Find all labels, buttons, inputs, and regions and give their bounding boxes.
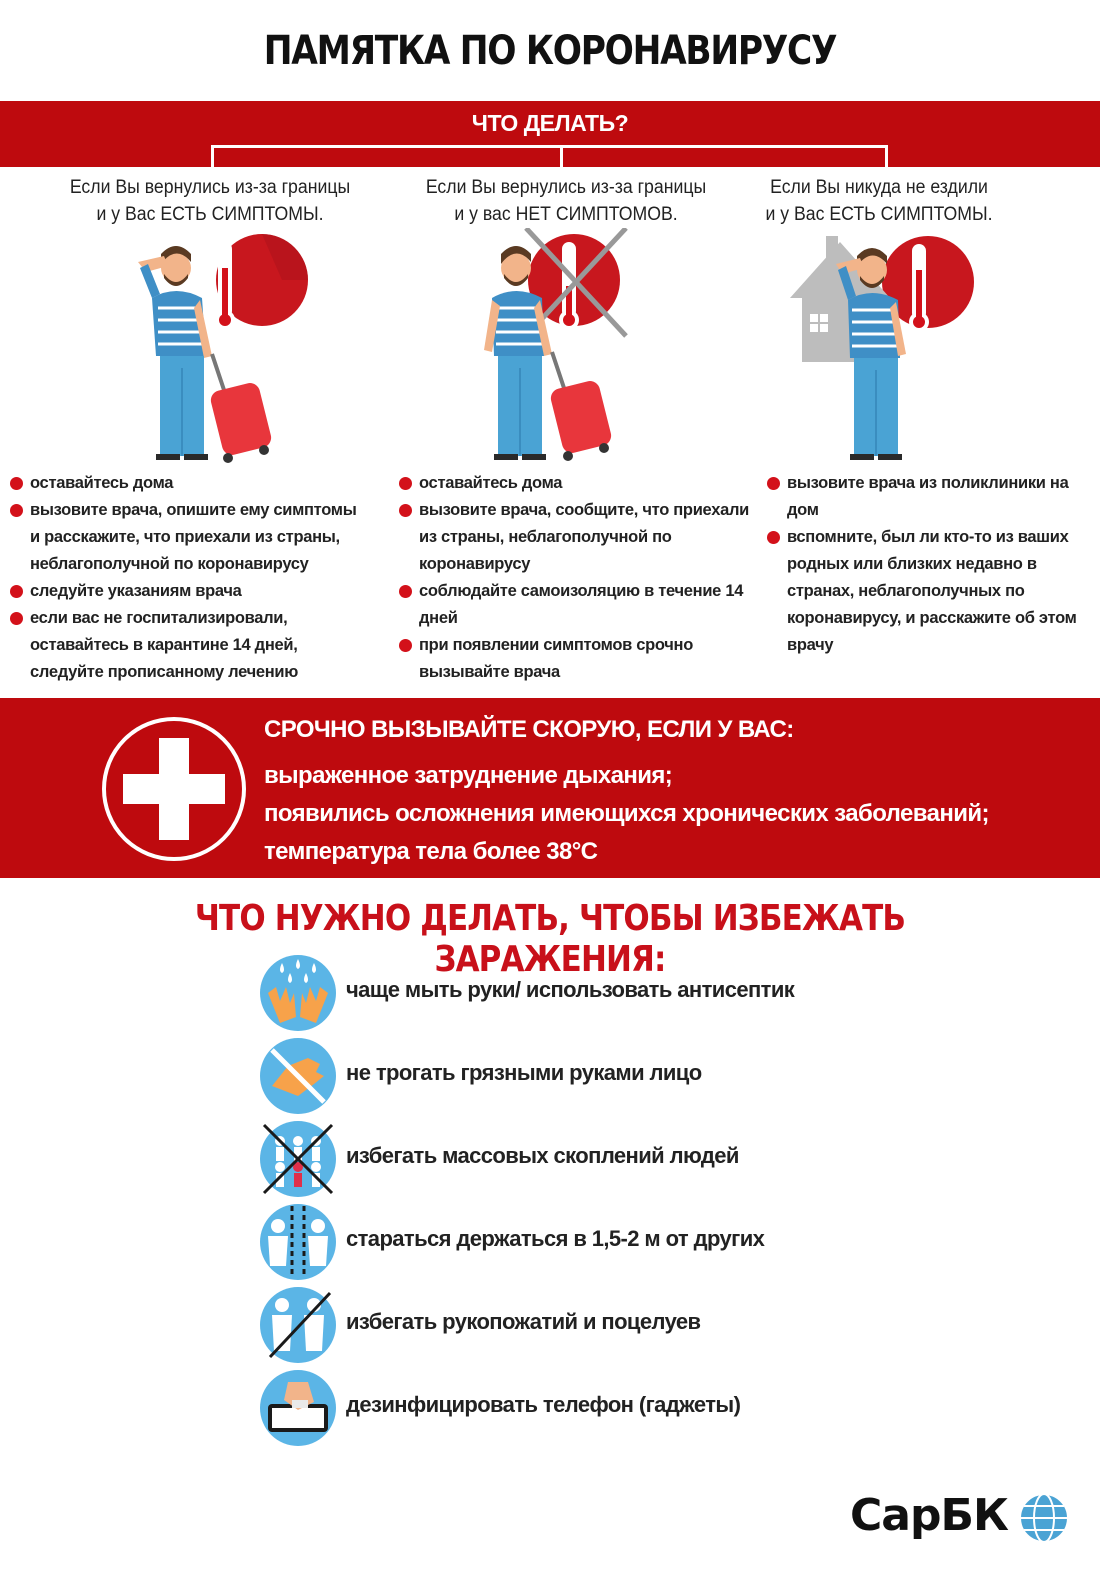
list-item: вызовите врача, сообщите, что приехали из страны, неблагополучной по коронавирусу <box>399 497 749 578</box>
case-1-instructions <box>10 470 370 686</box>
man-with-suitcase-no-fever-icon <box>448 228 688 464</box>
prevention-item <box>258 1202 978 1282</box>
no-face-touch-icon <box>258 1036 338 1116</box>
list-item: температура тела более 38°С <box>264 838 598 865</box>
wash-hands-icon <box>258 953 338 1033</box>
list-item: вызовите врача из поликлиники на дом <box>767 470 1087 524</box>
list-item: если вас не госпитализировали, оставайтесь в карантине 14 дней, следуйте прописанному лечению <box>10 605 370 686</box>
case-1-heading-line1: Если Вы вернулись из-за границы <box>69 177 351 198</box>
prevention-item <box>258 953 978 1033</box>
prevention-text: избегать массовых скоплений людей <box>346 1143 739 1168</box>
list-item: вызовите врача, опишите ему симптомы и расскажите, что приехали из страны, неблагополучной по коронавирусу <box>10 497 370 578</box>
list-item: выраженное затруднение дыхания; <box>264 762 673 789</box>
prevention-item <box>258 1119 978 1199</box>
globe-icon <box>1018 1492 1070 1544</box>
case-2-instructions <box>399 470 749 686</box>
man-with-suitcase-fever-icon <box>112 228 352 464</box>
list-item: вспомните, был ли кто-то из ваших родных или близких недавно в странах, неблагополучных по коронавирусу, и расскажите об этом врачу <box>767 524 1087 659</box>
bracket-connector <box>211 145 563 167</box>
prevention-text: избегать рукопожатий и поцелуев <box>346 1309 701 1334</box>
case-3-heading-line1: Если Вы никуда не ездили <box>770 177 988 198</box>
no-crowds-icon <box>258 1119 338 1199</box>
sarbk-logo <box>850 1490 1070 1550</box>
no-handshake-icon <box>258 1285 338 1365</box>
what-to-do-heading: ЧТО ДЕЛАТЬ? <box>471 110 629 136</box>
case-2-heading <box>399 174 734 228</box>
list-item: оставайтесь дома <box>10 470 370 497</box>
urgent-heading: СРОЧНО ВЫЗЫВАЙТЕ СКОРУЮ, ЕСЛИ У ВАС: <box>264 716 794 743</box>
prevention-text: чаще мыть руки/ использовать антисептик <box>346 977 795 1002</box>
list-item: при появлении симптомов срочно вызывайте врача <box>399 632 749 686</box>
list-item: соблюдайте самоизоляцию в течение 14 дней <box>399 578 749 632</box>
disinfect-phone-icon <box>258 1368 338 1448</box>
bracket-connector <box>560 145 888 167</box>
case-2-heading-line1: Если Вы вернулись из-за границы <box>425 177 707 198</box>
prevention-item <box>258 1036 978 1116</box>
prevention-item <box>258 1285 978 1365</box>
urgent-list <box>264 757 989 871</box>
case-2-heading-line2: и у вас НЕТ СИМПТОМОВ. <box>454 204 678 225</box>
medical-cross-icon <box>101 716 247 862</box>
case-3-heading <box>712 174 1047 228</box>
list-item: оставайтесь дома <box>399 470 749 497</box>
case-3-heading-line2: и у Вас ЕСТЬ СИМПТОМЫ. <box>765 204 993 225</box>
list-item: появились осложнения имеющихся хронических заболеваний; <box>264 800 989 827</box>
case-1-heading-line2: и у Вас ЕСТЬ СИМПТОМЫ. <box>96 204 324 225</box>
prevention-text: дезинфицировать телефон (гаджеты) <box>346 1392 741 1417</box>
prevention-text: не трогать грязными руками лицо <box>346 1060 702 1085</box>
page-title: ПАМЯТКА ПО КОРОНАВИРУСУ <box>263 28 837 74</box>
logo-text: СарБК <box>850 1490 1008 1541</box>
list-item: следуйте указаниям врача <box>10 578 370 605</box>
man-at-home-fever-icon <box>786 228 1026 464</box>
prevention-title: ЧТО НУЖНО ДЕЛАТЬ, ЧТОБЫ ИЗБЕЖАТЬ ЗАРАЖЕНИЯ: <box>194 898 906 980</box>
case-1-heading <box>43 174 378 228</box>
case-3-instructions <box>767 470 1087 659</box>
keep-distance-icon <box>258 1202 338 1282</box>
prevention-item <box>258 1368 978 1448</box>
prevention-text: стараться держаться в 1,5-2 м от других <box>346 1226 765 1251</box>
